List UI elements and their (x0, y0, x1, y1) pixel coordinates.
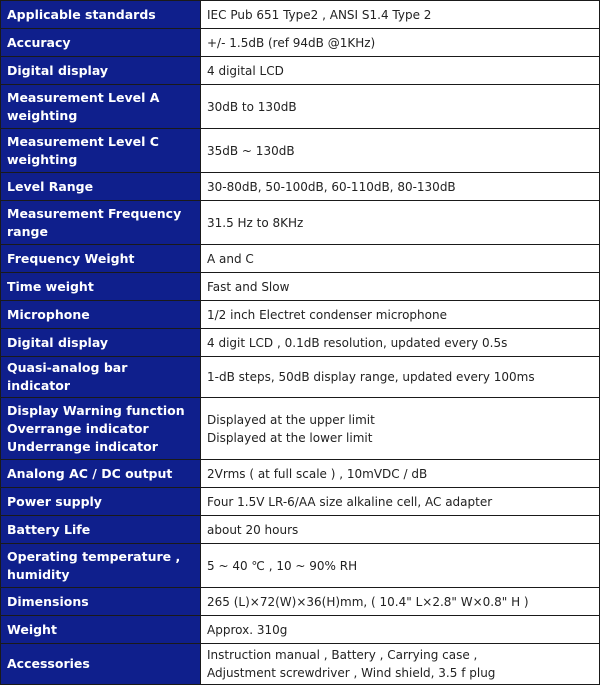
spec-value-text: 30dB to 130dB (207, 99, 297, 114)
spec-label (1, 357, 201, 398)
spec-label-text: Dimensions (7, 593, 89, 609)
spec-value-text: Instruction manual , Battery , Carrying case , (207, 648, 478, 662)
spec-label (1, 301, 201, 329)
spec-value-text: IEC Pub 651 Type2 , ANSI S1.4 Type 2 (207, 7, 432, 22)
spec-label-text: Overrange indicator (7, 420, 149, 436)
spec-label-text: Accuracy (7, 34, 71, 50)
spec-value (201, 488, 600, 516)
spec-row (1, 329, 600, 357)
spec-value (201, 245, 600, 273)
spec-label-text: Level Range (7, 178, 94, 194)
spec-row (1, 301, 600, 329)
spec-label (1, 516, 201, 544)
spec-value (201, 616, 600, 644)
spec-value (201, 85, 600, 129)
spec-value-text: A and C (207, 251, 254, 266)
spec-label (1, 57, 201, 85)
spec-label-text: Digital display (7, 62, 109, 78)
spec-value-text: Fast and Slow (207, 279, 290, 294)
spec-value (201, 57, 600, 85)
spec-value (201, 516, 600, 544)
spec-row (1, 588, 600, 616)
spec-value (201, 301, 600, 329)
spec-value-text: 31.5 Hz to 8KHz (207, 215, 304, 230)
spec-value (201, 644, 600, 685)
spec-value (201, 357, 600, 398)
spec-label-text: Accessories (7, 656, 90, 671)
spec-label (1, 588, 201, 616)
spec-label (1, 173, 201, 201)
spec-label-text: Power supply (7, 493, 102, 509)
spec-value (201, 544, 600, 588)
spec-value-text: 30-80dB, 50-100dB, 60-110dB, 80-130dB (207, 179, 456, 194)
specifications-body (1, 1, 600, 685)
spec-label-text: Measurement Level A weighting (7, 89, 160, 123)
spec-label (1, 398, 201, 460)
spec-row (1, 460, 600, 488)
spec-value-text: 2Vrms ( at full scale ) , 10mVDC / dB (207, 466, 428, 481)
spec-row (1, 516, 600, 544)
spec-row (1, 85, 600, 129)
spec-value (201, 201, 600, 245)
spec-value (201, 173, 600, 201)
spec-label (1, 644, 201, 685)
spec-value-text: 1-dB steps, 50dB display range, updated every 100ms (207, 370, 535, 384)
spec-value-text: 35dB ~ 130dB (207, 143, 295, 158)
spec-label-text: Analong AC / DC output (7, 465, 173, 481)
spec-row (1, 644, 600, 685)
spec-value (201, 588, 600, 616)
spec-row (1, 544, 600, 588)
spec-label (1, 129, 201, 173)
spec-row (1, 398, 600, 460)
spec-label (1, 329, 201, 357)
spec-label-text: Underrange indicator (7, 438, 158, 454)
spec-label-text: Frequency Weight (7, 250, 135, 266)
spec-value (201, 398, 600, 460)
spec-label (1, 245, 201, 273)
spec-label (1, 85, 201, 129)
spec-label-text: Weight (7, 621, 57, 637)
spec-label-text: Digital display (7, 334, 109, 350)
spec-row (1, 173, 600, 201)
spec-row (1, 29, 600, 57)
spec-label-text: Quasi-analog bar indicator (7, 360, 128, 393)
spec-label (1, 1, 201, 29)
spec-value (201, 329, 600, 357)
spec-label (1, 201, 201, 245)
spec-label-text: Measurement Level C weighting (7, 133, 159, 167)
spec-label (1, 29, 201, 57)
spec-value-text: Displayed at the upper limit (207, 412, 375, 427)
spec-row (1, 357, 600, 398)
spec-value-text: Approx. 310g (207, 622, 288, 637)
spec-value-text: Four 1.5V LR-6/AA size alkaline cell, AC adapter (207, 494, 493, 509)
spec-label (1, 544, 201, 588)
spec-label-text: Measurement Frequency range (7, 205, 182, 239)
spec-value-text: 265 (L)×72(W)×36(H)mm, ( 10.4" L×2.8" W×0.8" H ) (207, 594, 529, 609)
spec-label-text: Operating temperature , humidity (7, 548, 181, 582)
spec-value (201, 1, 600, 29)
spec-label (1, 273, 201, 301)
spec-value (201, 273, 600, 301)
spec-value-text: 1/2 inch Electret condenser microphone (207, 307, 447, 322)
spec-value-text: 5 ~ 40 ℃ , 10 ~ 90% RH (207, 558, 358, 573)
spec-row (1, 201, 600, 245)
spec-row (1, 57, 600, 85)
spec-row (1, 1, 600, 29)
spec-row (1, 245, 600, 273)
spec-value-text: about 20 hours (207, 522, 299, 537)
spec-label-text: Applicable standards (7, 6, 156, 22)
spec-label-text: Display Warning function (7, 402, 185, 418)
spec-label (1, 616, 201, 644)
spec-label-text: Time weight (7, 278, 94, 294)
spec-value (201, 29, 600, 57)
spec-value-text: Adjustment screwdriver , Wind shield, 3.5 f plug (207, 666, 496, 680)
spec-row (1, 129, 600, 173)
spec-value-text: 4 digit LCD , 0.1dB resolution, updated every 0.5s (207, 335, 508, 350)
spec-row (1, 616, 600, 644)
spec-value (201, 129, 600, 173)
spec-label (1, 488, 201, 516)
spec-row (1, 273, 600, 301)
spec-row (1, 488, 600, 516)
spec-label-text: Battery Life (7, 521, 91, 537)
spec-label-text: Microphone (7, 306, 90, 322)
spec-value-text: Displayed at the lower limit (207, 430, 373, 445)
spec-value-text: 4 digital LCD (207, 63, 284, 78)
spec-label (1, 460, 201, 488)
spec-value-text: +/- 1.5dB (ref 94dB @1KHz) (207, 35, 376, 50)
spec-value (201, 460, 600, 488)
